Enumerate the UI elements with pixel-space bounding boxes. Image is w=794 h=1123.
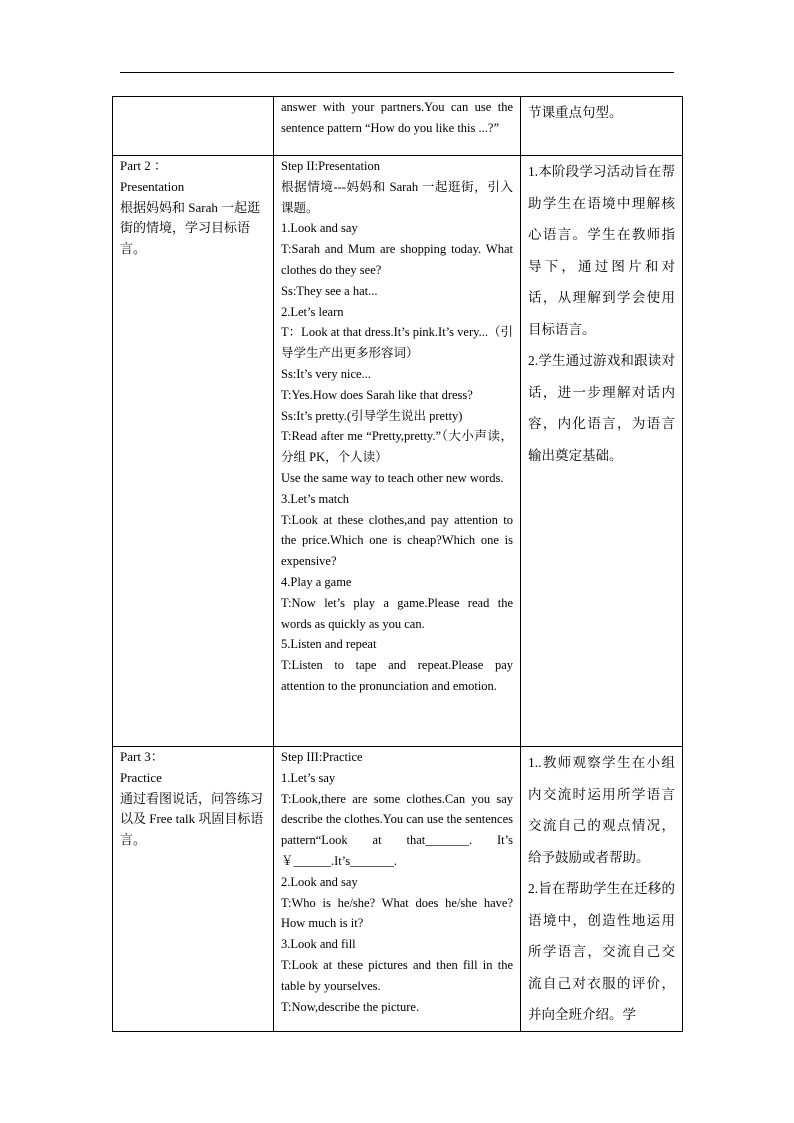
stage-cell [113, 747, 274, 1032]
procedure-line: Ss:It’s pretty.(引导学生说出 pretty) [281, 408, 463, 423]
stage-cell [113, 97, 274, 156]
procedure-line: T:Who is he/she? What does he/she have?How much is it? [281, 895, 513, 931]
stage-description: 根据妈妈和 Sarah 一起逛街的情境，学习目标语言。 [120, 199, 261, 257]
procedure-line: 1.Look and say [281, 221, 358, 236]
intent-cell [521, 156, 683, 747]
procedure-line: T:Now,describe the picture. [281, 999, 420, 1014]
stage-name: Practice [120, 769, 162, 785]
lesson-plan-table [112, 96, 683, 1032]
procedure-line: Ss:They see a hat... [281, 283, 378, 298]
stage-cell [113, 156, 274, 747]
stage-description: 通过看图说话，问答练习以及 Free talk 巩固目标语言。 [120, 790, 264, 848]
procedure-line: T:Now let’s play a game.Please read the words as quickly as you can. [281, 595, 513, 631]
intent-paragraph: 2.旨在帮助学生在迁移的语境中，创造性地运用所学语言，交流自己交流自己对衣服的评价，并向全班介绍。学 [528, 881, 675, 1022]
procedure-line: T:Sarah and Mum are shopping today. What clothes do they see? [281, 242, 513, 277]
procedure-line: 2.Let’s learn [281, 304, 344, 319]
table-body [113, 97, 683, 1032]
intent-cell [521, 97, 683, 156]
table-row [113, 747, 683, 1032]
procedure-line: Step III:Practice [281, 750, 363, 764]
table-row [113, 156, 683, 747]
procedure-line: 3.Let’s match [281, 491, 350, 506]
procedure-line: Ss:It’s very nice... [281, 366, 371, 381]
stage-title: Part 3： [120, 749, 164, 764]
intent-paragraph: 1..教师观察学生在小组内交流时运用所学语言交流自己的观点情况，给予鼓励或者帮助。 [528, 755, 675, 865]
procedure-line: 根据情境---妈妈和 Sarah 一起逛街，引入课题。 [281, 179, 513, 215]
procedure-line: answer with your partners.You can use the sentence pattern “How do you like this ...?” [281, 100, 513, 135]
table-row [113, 97, 683, 156]
procedure-line: Step II:Presentation [281, 159, 380, 173]
procedure-line: T：Look at that dress.It’s pink.It’s very...（引导学生产出更多形容词） [281, 325, 513, 361]
intent-paragraph: 节课重点句型。 [528, 105, 623, 120]
intent-paragraph: 2.学生通过游戏和跟读对话，进一步理解对话内容，内化语言，为语言输出奠定基础。 [528, 353, 675, 463]
procedure-line: T:Look,there are some clothes.Can you say describe the clothes.You can use the sentences pattern“Look at that_______. It’s ￥______.It’s_______. [281, 791, 513, 868]
stage-name: Presentation [120, 178, 185, 194]
procedure-line: 2.Look and say [281, 874, 358, 889]
header-rule [120, 72, 674, 73]
procedure-line: T:Listen to tape and repeat.Please pay attention to the pronunciation and emotion. [281, 658, 513, 693]
procedure-line: Use the same way to teach other new words. [281, 470, 504, 485]
procedure-line: T:Yes.How does Sarah like that dress? [281, 387, 473, 402]
procedure-line: T:Read after me “Pretty,pretty.”（大小声读，分组 PK，个人读） [281, 429, 513, 465]
procedure-cell [274, 156, 521, 747]
procedure-cell [274, 97, 521, 156]
procedure-line: 4.Play a game [281, 574, 352, 589]
procedure-line: 3.Look and fill [281, 937, 356, 952]
procedure-line: 1.Let’s say [281, 770, 336, 785]
intent-paragraph: 1.本阶段学习活动旨在帮助学生在语境中理解核心语言。学生在教师指导下，通过图片和对话，从理解到学会使用目标语言。 [528, 164, 675, 337]
procedure-cell [274, 747, 521, 1032]
procedure-line: T:Look at these clothes,and pay attention to the price.Which one is cheap?Which one is expensive? [281, 512, 513, 569]
intent-cell [521, 747, 683, 1032]
procedure-line: T:Look at these pictures and then fill in the table by yourselves. [281, 957, 513, 993]
stage-title: Part 2 ： [120, 158, 167, 173]
procedure-line: 5.Listen and repeat [281, 637, 377, 652]
